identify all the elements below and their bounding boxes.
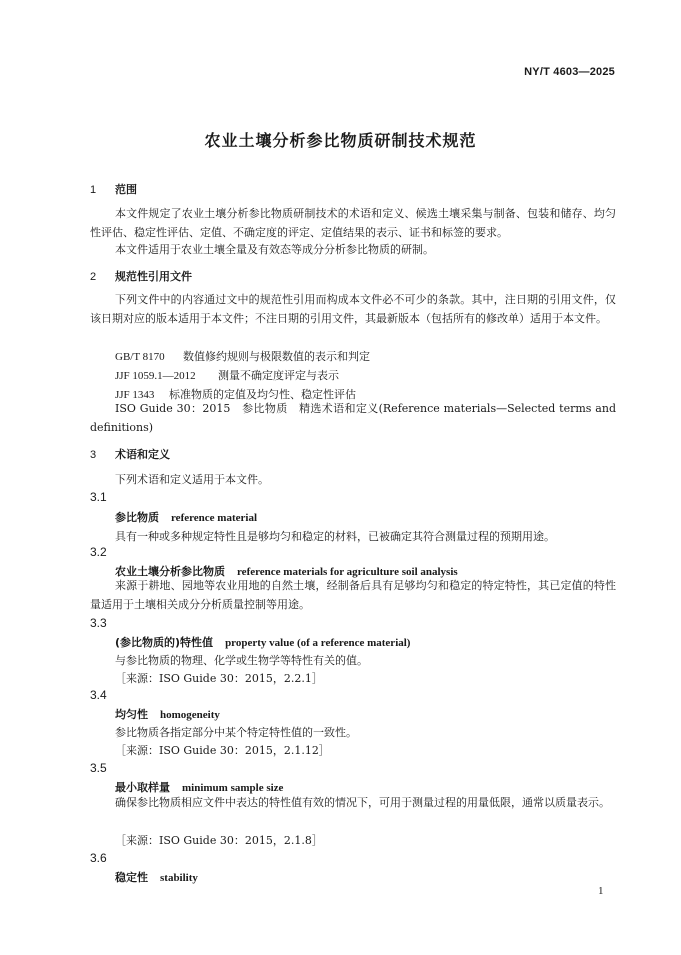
- section-1-paragraph-2: 本文件适用于农业土壤全量及有效态等成分分析参比物质的研制。: [115, 243, 434, 256]
- term-heading: [115, 869, 198, 885]
- document-title: 农业土壤分析参比物质研制技术规范: [204, 131, 477, 150]
- reference-title: 数值修约规则与极限数值的表示和判定: [183, 350, 370, 363]
- term-number: 3.5: [90, 761, 107, 775]
- term-definition: 来源于耕地、园地等农业用地的自然土壤，经制备后具有足够均匀和稳定的特定特性，其已定值的特性量适用于土壤相关成分分析质量控制等用途。: [90, 579, 616, 611]
- standard-number: NY/T 4603—2025: [524, 66, 615, 78]
- normative-reference: [115, 348, 370, 364]
- term-en: minimum sample size: [182, 782, 284, 794]
- term-number: 3.1: [90, 490, 107, 504]
- term-zh: (参比物质的)特性值: [115, 636, 214, 649]
- normative-reference: [115, 367, 339, 383]
- term-heading: [115, 706, 220, 722]
- term-zh: 农业土壤分析参比物质: [115, 565, 225, 578]
- term-number: 3.4: [90, 688, 107, 702]
- term-heading: [115, 509, 257, 525]
- term-source: ［来源：ISO Guide 30：2015，2.1.8］: [115, 834, 323, 847]
- section-3-intro: 下列术语和定义适用于本文件。: [115, 473, 269, 486]
- reference-code: JJF 1343: [115, 389, 155, 401]
- section-number: 1: [90, 184, 97, 196]
- reference-title: 标准物质的定值及均匀性、稳定性评估: [169, 388, 356, 401]
- term-number: 3.6: [90, 851, 107, 865]
- term-zh: 稳定性: [115, 871, 148, 884]
- term-definition: 与参比物质的物理、化学或生物学等特性有关的值。: [115, 654, 368, 667]
- term-source: ［来源：ISO Guide 30：2015，2.2.1］: [115, 672, 323, 685]
- section-number: 3: [90, 449, 97, 461]
- section-title: 规范性引用文件: [115, 270, 192, 283]
- section-2-paragraph-1: 下列文件中的内容通过文中的规范性引用而构成本文件必不可少的条款。其中，注日期的引用文件，仅该日期对应的版本适用于本文件；不注日期的引用文件，其最新版本（包括所有的修改单）适用于本文件。: [90, 293, 616, 325]
- section-1-paragraph-1: 本文件规定了农业土壤分析参比物质研制技术的术语和定义、候选土壤采集与制备、包装和储存、均匀性评估、稳定性评估、定值、不确定度的评定、定值结果的表示、证书和标签的要求。: [90, 207, 616, 239]
- section-title: 术语和定义: [115, 448, 170, 461]
- term-zh: 参比物质: [115, 511, 159, 524]
- term-en: property value (of a reference material): [225, 637, 411, 649]
- term-en: stability: [160, 872, 198, 884]
- term-zh: 均匀性: [115, 708, 148, 721]
- term-number: 3.2: [90, 545, 107, 559]
- term-definition: 具有一种或多种规定特性且是够均匀和稳定的材料，已被确定其符合测量过程的预期用途。: [115, 530, 555, 543]
- term-definition: 确保参比物质相应文件中表达的特性值有效的情况下，可用于测量过程的用量低限，通常以质量表示。: [115, 796, 610, 809]
- term-source: ［来源：ISO Guide 30：2015，2.1.12］: [115, 744, 330, 757]
- term-number: 3.3: [90, 616, 107, 630]
- term-en: reference materials for agriculture soil analysis: [237, 566, 458, 578]
- section-number: 2: [90, 271, 97, 283]
- reference-title: 测量不确定度评定与表示: [218, 369, 339, 382]
- reference-code: GB/T 8170: [115, 351, 165, 363]
- term-heading: [115, 634, 410, 650]
- section-title: 范围: [115, 183, 137, 196]
- section-3-heading: [90, 446, 170, 462]
- term-zh: 最小取样量: [115, 781, 170, 794]
- section-2-heading: [90, 268, 192, 284]
- term-en: reference material: [171, 512, 258, 524]
- section-1-heading: [90, 181, 137, 197]
- term-definition: 参比物质各指定部分中某个特定特性值的一致性。: [115, 726, 357, 739]
- term-en: homogeneity: [160, 709, 220, 721]
- reference-code: JJF 1059.1—2012: [115, 370, 196, 382]
- page-number: 1: [598, 885, 604, 897]
- normative-reference-iso: ISO Guide 30：2015 参比物质 精选术语和定义(Reference materials—Selected terms and definitions): [90, 402, 616, 434]
